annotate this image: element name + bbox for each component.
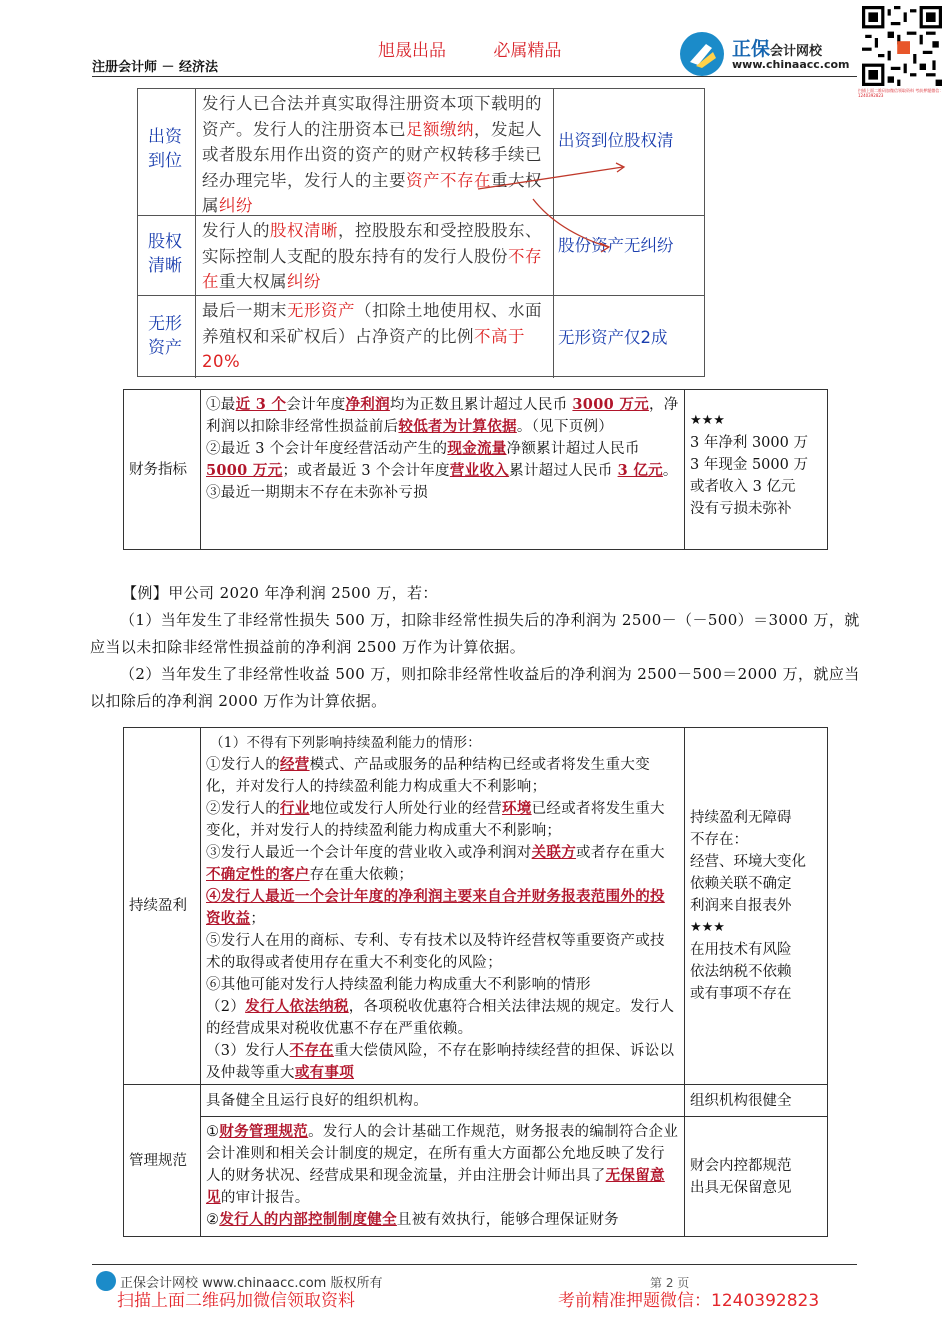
profit-content [201,728,685,1085]
finance-label: 财务指标 [124,390,201,550]
finance-item-1: ①最近 3 个会计年度净利润均为正数且累计超过人民币 3000 万元，净利润以扣除非经常性损益前后较低者为计算依据。（见下页例） [206,396,679,435]
profit-item-intro: （1）不得有下列影响持续盈利能力的情形： [210,735,482,751]
mgmt-row-2-note: 财会内控都规范 出具无保留意见 [685,1117,828,1237]
hw-text: 最后一期末无形资产（扣除土地使用权、水面养殖权和采矿权后）占净资产的比例不高于20% [196,296,554,378]
page-number: 第 2 页 [650,1276,690,1290]
course-title: 注册会计师 － 经济法 [92,60,219,75]
rating-stars-icon: ★★★ [690,920,725,935]
rating-stars-icon: ★★★ [690,413,725,428]
hw-note: 无形资产仅2成 [558,328,668,347]
handwritten-table [137,88,705,377]
profit-item-4: ④发行人最近一个会计年度的净利润主要来自合并财务报表范围外的投资收益； [206,888,665,927]
hw-label: 股权清晰 [138,216,196,295]
example-block [90,580,860,715]
mgmt-item-1: ①财务管理规范。发行人的会计基础工作规范，财务报表的编制符合企业会计准则和相关会计制度的规定，在所有重大方面都公允地反映了发行人的财务状况、经营成果和现金流量，并由注册会计师出具了无保留意见的审计报告。 [206,1123,679,1206]
mgmt-label: 管理规范 [124,1085,201,1237]
footer-divider [92,1264,857,1265]
example-title: 【例】甲公司 2020 年净利润 2500 万，若： [122,584,438,602]
profit-item-debt: （3）发行人不存在重大偿债风险，不存在影响持续经营的担保、诉讼以及仲裁等重大或有事项 [206,1042,675,1081]
finance-item-3: ③最近一期期末不存在未弥补亏损 [206,485,428,501]
hw-note: 股份资产无纠纷 [558,236,674,255]
promo-right: 考前精准押题微信：1240392823 [558,1291,820,1311]
finance-table [123,389,828,550]
hw-label: 无形资产 [138,296,196,378]
hw-label: 出资到位 [138,89,196,215]
profit-item-6: ⑥其他可能对发行人持续盈利能力构成重大不利影响的情形 [206,977,591,993]
annotation-arrows [138,89,706,378]
profit-summary: 持续盈利无障碍 不存在： 经营、环境大变化 依赖关联不确定 利润来自报表外 ★★★ 在用技术有风险 依法纳税不依赖 或有事项不存在 [685,728,828,1085]
qr-code-icon[interactable] [862,6,942,86]
example-case-2: （2）当年发生了非经常性收益 500 万，则扣除非经常性收益后的净利润为 2500－500＝2000 万，就应当以扣除后的净利润 2000 万作为计算依据。 [90,665,860,710]
finance-content [201,390,685,550]
mgmt-item-2: ②发行人的内部控制制度健全且被有效执行，能够合理保证财务 [206,1211,619,1228]
hw-text: 发行人的股权清晰，控股股东和受控股股东、实际控制人支配的股东持有的发行人股份不存在重大权属纠纷 [196,216,554,295]
header-divider [92,76,857,77]
mgmt-row-2 [201,1117,685,1237]
profit-item-2: ②发行人的行业地位或发行人所处行业的经营环境已经或者将发生重大变化，并对发行人的持续盈利能力构成重大不利影响； [206,800,665,839]
hw-text: 发行人已合法并真实取得注册资本项下载明的资产。发行人的注册资本已足额缴纳，发起人或者股东用作出资的资产的财产权转移手续已经办理完毕，发行人的主要资产不存在重大权属纠纷 [196,89,554,215]
profit-mgmt-table [123,727,828,1237]
logo-name: 正保会计网校 [732,38,823,60]
profit-item-5: ⑤发行人在用的商标、专利、专有技术以及特许经营权等重要资产或技术的取得或者使用存在重大不利变化的风险； [206,933,665,971]
footer-copyright: 正保会计网校 www.chinaacc.com 版权所有 [120,1276,383,1291]
qr-note: 扫描上面二维码加微信领取资料 考前押题微信：1240392823 [858,88,944,98]
footer-logo-icon [96,1271,116,1291]
logo-url: www.chinaacc.com [732,58,850,71]
example-case-1: （1）当年发生了非经常性损失 500 万，扣除非经常性损失后的净利润为 2500－（－500）＝3000 万，就应当以未扣除非经常性损益前的净利润 2500 万作为计算依据。 [90,611,860,656]
mgmt-row-1-note: 组织机构很健全 [685,1085,828,1117]
mgmt-row-1: 具备健全且运行良好的组织机构。 [201,1085,685,1117]
header-slogan [378,36,603,61]
promo-left: 扫描上面二维码加微信领取资料 [117,1291,355,1311]
profit-label: 持续盈利 [124,728,201,1085]
slogan-2: 必属精品 [493,41,562,61]
brand-logo[interactable] [680,28,860,74]
slogan-1: 旭晟出品 [378,41,446,61]
hw-note: 出资到位股权清 [558,131,674,150]
logo-mark-icon [680,32,724,76]
finance-summary: ★★★ 3 年净利 3000 万 3 年现金 5000 万 或者收入 3 亿元 没有亏损未弥补 [685,390,828,550]
profit-item-tax: （2）发行人依法纳税，各项税收优惠符合相关法律法规的规定。发行人的经营成果对税收优惠不存在严重依赖。 [206,998,675,1037]
profit-item-3: ③发行人最近一个会计年度的营业收入或净利润对关联方或者存在重大不确定性的客户存在重大依赖； [206,844,665,883]
profit-item-1: ①发行人的经营模式、产品或服务的品种结构已经或者将发生重大变化，并对发行人的持续盈利能力构成重大不利影响； [206,756,651,795]
finance-item-2: ②最近 3 个会计年度经营活动产生的现金流量净额累计超过人民币 5000 万元；或者最近 3 个会计年度营业收入累计超过人民币 3 亿元。 [206,440,678,479]
